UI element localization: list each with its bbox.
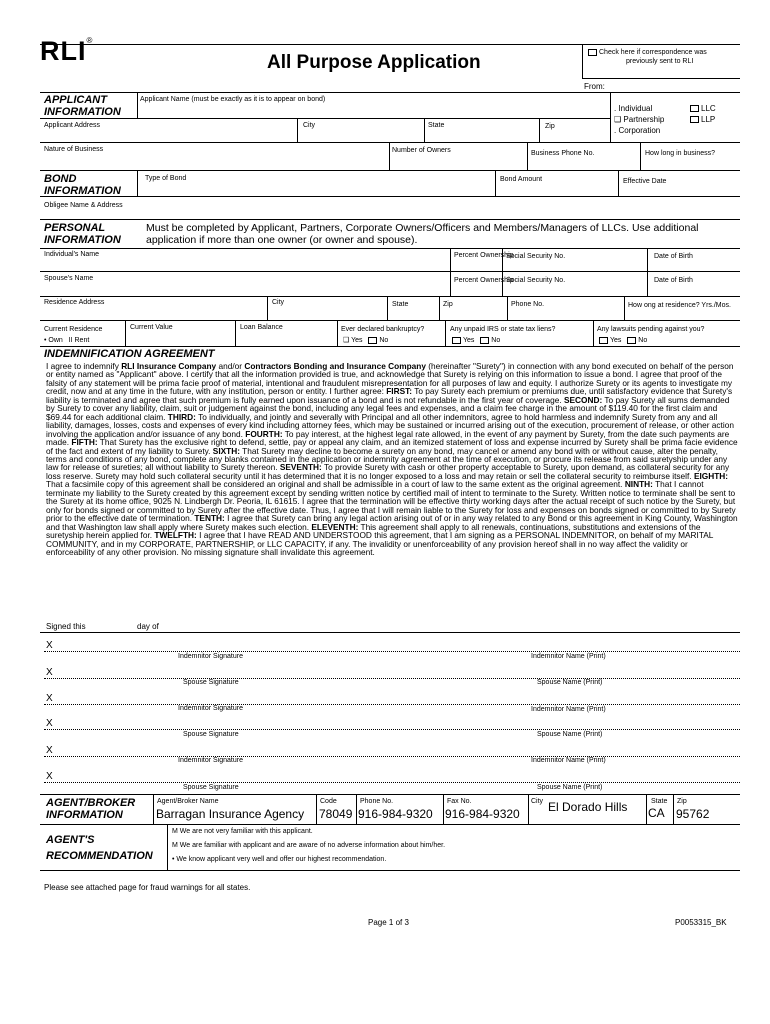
nature-of-business-field[interactable]: Nature of Business <box>44 146 104 153</box>
business-phone-field[interactable]: Business Phone No. <box>531 150 595 157</box>
spouse-signature-line[interactable]: Spouse Signature <box>183 731 239 738</box>
ssn-field[interactable]: Social Security No. <box>506 253 566 260</box>
agent-city-value[interactable]: El Dorado Hills <box>548 800 628 814</box>
x-mark: X <box>46 693 53 704</box>
lawsuits-yes-checkbox[interactable] <box>599 337 608 344</box>
agent-code-label: Code <box>320 798 337 805</box>
agent-name-value[interactable]: Barragan Insurance Agency <box>156 807 305 821</box>
rli-logo: RLI® <box>40 36 94 66</box>
spouse-print-line[interactable]: Spouse Name (Print) <box>537 679 603 686</box>
tax-yes-checkbox[interactable] <box>452 337 461 344</box>
agent-phone-value[interactable]: 916-984-9320 <box>358 807 433 821</box>
spouse-print-line[interactable]: Spouse Name (Print) <box>537 784 603 791</box>
applicant-zip-field[interactable]: Zip <box>545 123 555 130</box>
agent-name-label: Agent/Broker Name <box>157 798 219 805</box>
llc-checkbox[interactable] <box>690 105 699 112</box>
indemnification-title: INDEMNIFICATION AGREEMENT <box>44 348 215 360</box>
agent-fax-label: Fax No. <box>447 798 472 805</box>
applicant-address-field[interactable]: Applicant Address <box>44 122 101 129</box>
spouse-ssn-field[interactable]: Social Security No. <box>506 277 566 284</box>
applicant-state-field[interactable]: State <box>428 122 445 129</box>
agent-code-value[interactable]: 78049 <box>319 807 353 821</box>
applicant-section-title: APPLICANT INFORMATION <box>44 94 121 118</box>
indemnitor-print-line[interactable]: Indemnitor Name (Print) <box>531 653 606 660</box>
x-mark: X <box>46 667 53 678</box>
day-of-label: day of <box>137 622 159 631</box>
bankruptcy-question[interactable]: Ever declared bankruptcy? ❑ Yes No <box>341 326 425 344</box>
entity-type-options[interactable]: . Individual LLC ❑ Partnership LLP . Corporation <box>614 104 716 135</box>
agent-section-title: AGENT/BROKER INFORMATION <box>46 797 136 821</box>
bond-section-title: BOND INFORMATION <box>44 173 121 197</box>
fraud-warning-note: Please see attached page for fraud warnings for all states. <box>44 883 251 892</box>
residence-state-field[interactable]: State <box>392 301 409 308</box>
indemnitor-signature-line[interactable]: Indemnitor Signature <box>178 705 243 712</box>
how-long-business-field[interactable]: How long in business? <box>645 150 716 157</box>
spouse-name-field[interactable]: Spouse's Name <box>44 275 94 282</box>
spouse-percent-ownership-field[interactable]: Percent Ownership <box>454 277 514 284</box>
x-mark: X <box>46 771 53 782</box>
recommendation-section-title: AGENT'S RECOMMENDATION <box>46 834 153 862</box>
llp-checkbox[interactable] <box>690 116 699 123</box>
x-mark: X <box>46 718 53 729</box>
x-mark: X <box>46 745 53 756</box>
current-value-field[interactable]: Current Value <box>130 324 173 331</box>
page-number: Page 1 of 3 <box>368 918 409 927</box>
spouse-signature-line[interactable]: Spouse Signature <box>183 679 239 686</box>
lawsuits-question[interactable]: Any lawsuits pending against you? Yes No <box>597 326 705 344</box>
indemnification-text: I agree to indemnify RLI Insurance Company and/or Contractors Bonding and Insurance Company (hereinafter "Surety") in connection with any bond executed on behalf of the person or entity named as "Applicant" above. I certify that all the information provided is true, and acknowledge that Surety is relying on this information to issue a bond. I agree that proof of the falsity of any statement will be prima facie proof of material, intentional and fraudulent misrepresentation for all purposes of law and equity. I authorize Surety or its agents to investigate my credit, now and at any time in the future, with any institution, person or entity. I further agree: FIRST: To pay Surety each premium or premiums due, until satisfactory evidence that Surety's liability is terminated and agree that such premium is fully earned upon issuance of a bond and is not refundable in the first year of coverage. SECOND: To pay Surety all sums demanded by Surety to cover any liability, claim, suit or judgement against the bond, including any legal fees and expenses, and a claim fee charge in the amount of $119.40 for the first claim and $69.44 for each additional claim. THIRD: To individually, and jointly and severally with Principal and all other indemnitors, agree to hold harmless and indemnify Surety from any and all liability, damages, losses, costs and expenses of every kind including attorney fees, which may be sustained or incurred arising out of the execution, procurement of release, or other action involving the application and/or issuance of any bond. FOURTH: To pay interest, at the highest legal rate allowed, in the event of any payment by Surety, from the date such payments are made. FIFTH: That Surety has the exclusive right to defend, settle, pay or appeal any claim, and an itemized statement of loss and expense incurred by Surety shall be prima facie evidence of the fact and extent of my liability to Surety. SIXTH: That Surety may decline to become a surety on any bond, may cancel or amend any bond with or without cause, alter the penalty, terms and conditions of any bond, complete any blanks contained in the application or indemnity agreement at the time of execution, or procure its release from said suretyship under any law for release of sureties; all without liability to Surety thereon. SEVENTH: To provide Surety with cash or other property acceptable to Surety, upon demand, as collateral security for any loss reserve. Surety may hold such collateral security until it has determined that it is no longer exposed to a loss and may retain or sell the collateral security to reimburse itself. EIGHTH: That a facsimile copy of this agreement shall be considered an original and shall be admissible in a court of law to the same extent as the original agreement. NINTH: That I cannot terminate my liability to the Surety created by this agreement except by sending written notice by certified mail of intent to terminate to the Surety. Written notice to terminate shall be sent to the Surety at its home office, 9025 N. Lindbergh Dr. Peoria, IL 61615. I agree that the termination will be effective thirty working days after the actual receipt of such notice by the Surety, but only for bonds signed or committed to by Surety after the effective date. Thus, I agree that I will remain liable to the Surety for loss and expenses on bonds signed or committed to by Surety prior to the effective date of termination. TENTH: I agree that Surety can bring any legal action arising out of or in any way related to any Bond or this agreement in King County, Washington and that Washington law shall apply where Surety makes such election. ELEVENTH: This agreement shall apply to all renewals, continuations, substitutions and extensions of the suretyship herein applied for. TWELFTH: I agree that I have READ AND UNDERSTOOD this agreement, that I am signing as a PERSONAL INDEMNITOR, on behalf of my MARITAL COMMUNITY, and in my CORPORATE, PARTNERSHIP, or LLC CAPACITY, if any. The invalidity or unenforceability of any provision hereof shall in no way affect the validity or enforceability of any other provision. No missing signature shall invalidate this agreement. <box>46 361 738 557</box>
checkbox-icon[interactable] <box>588 49 597 56</box>
residence-zip-field[interactable]: Zip <box>443 301 453 308</box>
loan-balance-field[interactable]: Loan Balance <box>240 324 283 331</box>
tax-no-checkbox[interactable] <box>480 337 489 344</box>
residence-phone-field[interactable]: Phone No. <box>511 301 545 308</box>
agent-state-label: State <box>651 798 668 805</box>
agent-phone-label: Phone No. <box>360 798 394 805</box>
recommendation-option-3[interactable]: • We know applicant very well and offer our highest recommendation. <box>172 856 387 863</box>
indemnitor-print-line[interactable]: Indemnitor Name (Print) <box>531 757 606 764</box>
dob-field[interactable]: Date of Birth <box>654 253 693 260</box>
tax-liens-question[interactable]: Any unpaid IRS or state tax liens? Yes No <box>450 326 556 344</box>
indemnitor-signature-line[interactable]: Indemnitor Signature <box>178 757 243 764</box>
applicant-name-field[interactable]: Applicant Name (must be exactly as it is to appear on bond) <box>140 96 326 103</box>
how-long-residence-field[interactable]: How ong at residence? Yrs./Mos. <box>628 302 731 309</box>
agent-zip-value[interactable]: 95762 <box>676 807 710 821</box>
lawsuits-no-checkbox[interactable] <box>627 337 636 344</box>
agent-zip-label: Zip <box>677 798 687 805</box>
form-code: P0053315_BK <box>675 918 727 927</box>
correspondence-checkbox[interactable]: Check here if correspondence was previously sent to RLI <box>588 48 738 66</box>
obligee-field[interactable]: Obligee Name & Address <box>44 202 123 209</box>
personal-note: Must be completed by Applicant, Partners, Corporate Owners/Officers and Members/Managers of LLCs. Use additional application if more than one owner (or owner and spouse). <box>146 222 699 246</box>
bond-amount-field[interactable]: Bond Amount <box>500 176 543 183</box>
indemnitor-print-line[interactable]: Indemnitor Name (Print) <box>531 706 606 713</box>
applicant-city-field[interactable]: City <box>303 122 316 129</box>
agent-state-value[interactable]: CA <box>648 806 665 820</box>
spouse-dob-field[interactable]: Date of Birth <box>654 277 693 284</box>
signed-this-label: Signed this <box>46 622 86 631</box>
current-residence-field[interactable]: Current Residence • Own II Rent <box>44 326 103 344</box>
residence-address-field[interactable]: Residence Address <box>44 299 105 306</box>
form-title: All Purpose Application <box>267 52 481 73</box>
personal-section-title: PERSONAL INFORMATION <box>44 222 121 246</box>
agent-fax-value[interactable]: 916-984-9320 <box>445 807 520 821</box>
residence-city-field[interactable]: City <box>272 299 285 306</box>
agent-city-label: City <box>531 798 544 805</box>
x-mark: X <box>46 640 53 651</box>
from-label: From: <box>584 82 605 91</box>
effective-date-field[interactable]: Effective Date <box>623 178 667 185</box>
percent-ownership-field[interactable]: Percent Ownership <box>454 252 514 259</box>
type-of-bond-field[interactable]: Type of Bond <box>145 175 187 182</box>
spouse-signature-line[interactable]: Spouse Signature <box>183 784 239 791</box>
recommendation-option-2[interactable]: M We are familiar with applicant and are aware of no adverse information about him/her. <box>172 842 446 849</box>
number-of-owners-field[interactable]: Number of Owners <box>392 147 451 154</box>
bankruptcy-no-checkbox[interactable] <box>368 337 377 344</box>
indemnitor-signature-line[interactable]: Indemnitor Signature <box>178 653 243 660</box>
spouse-print-line[interactable]: Spouse Name (Print) <box>537 731 603 738</box>
recommendation-option-1[interactable]: M We are not very familiar with this applicant. <box>172 828 313 835</box>
individual-name-field[interactable]: Individual's Name <box>44 251 100 258</box>
